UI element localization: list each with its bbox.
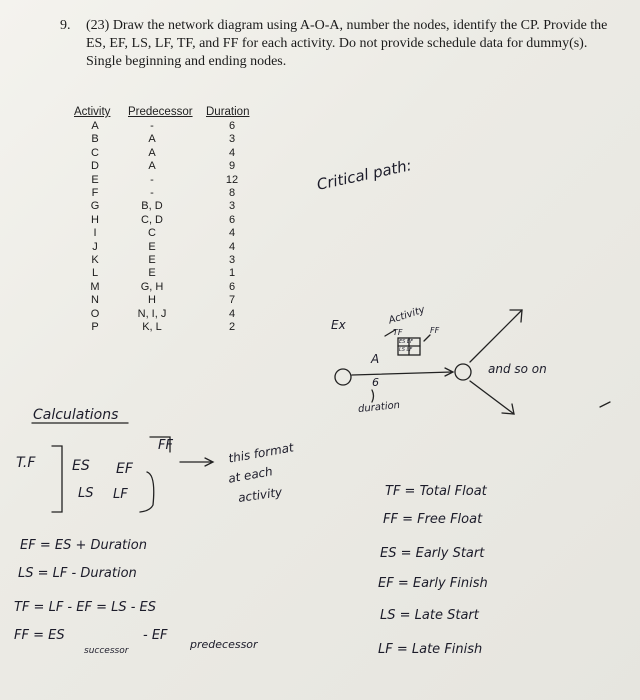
format-ls: LS <box>78 486 94 501</box>
question-line-1: (23) Draw the network diagram using A-O-A, number the nodes, identify the CP. Provide the <box>86 18 608 33</box>
table-cell-predecessor: C, D <box>141 213 163 226</box>
calculations-heading: Calculations <box>33 407 119 423</box>
table-cell-predecessor: - <box>150 173 154 186</box>
legend-ff: FF = Free Float <box>383 512 483 527</box>
this-format-note: this format <box>227 440 295 466</box>
table-cell-duration: 4 <box>228 227 236 240</box>
table-cell-activity: G <box>90 200 100 213</box>
table-cell-predecessor: G, H <box>140 280 164 293</box>
critical-path-note: Critical path: <box>315 156 414 194</box>
example-box-es-ef: ES EF <box>399 339 413 345</box>
legend-tf: TF = Total Float <box>385 484 487 499</box>
table-cell-activity: E <box>91 173 99 186</box>
table-cell-predecessor: - <box>150 187 154 199</box>
and-so-on-note: and so on <box>488 362 547 376</box>
tf-prefix: T.F <box>16 455 36 471</box>
table-cell-activity: N <box>91 294 99 307</box>
table-cell-duration: 12 <box>225 173 239 186</box>
example-tf-label: TF <box>393 328 403 337</box>
table-cell-activity: A <box>91 120 99 132</box>
header-duration: Duration <box>206 106 250 118</box>
table-cell-predecessor: A <box>148 133 156 146</box>
formula-ff-predecessor: predecessor <box>190 638 258 651</box>
table-cell-duration: 6 <box>228 213 236 226</box>
table-cell-predecessor: N, I, J <box>137 307 167 320</box>
header-activity: Activity <box>74 106 111 118</box>
question-line-2: ES, EF, LS, LF, TF, and FF for each activity. Do not provide schedule data for dummy(s). <box>86 36 588 51</box>
format-ff: FF <box>158 438 173 453</box>
formula-ef: EF = ES + Duration <box>20 538 147 553</box>
table-cell-activity: H <box>91 213 99 226</box>
at-each-note: at each <box>227 464 274 486</box>
example-node-start <box>335 369 351 385</box>
table-cell-duration: 4 <box>228 240 236 253</box>
table-cell-predecessor: E <box>148 267 156 280</box>
table-cell-predecessor: A <box>148 146 156 159</box>
table-cell-duration: 3 <box>228 133 236 146</box>
format-lf: LF <box>113 487 128 502</box>
table-cell-duration: 6 <box>228 280 236 293</box>
header-predecessor: Predecessor <box>128 106 193 118</box>
table-cell-duration: 9 <box>228 160 236 173</box>
table-cell-predecessor: C <box>148 227 156 240</box>
table-cell-duration: 6 <box>228 120 236 132</box>
branch-arrow-down <box>470 381 514 414</box>
format-ef: EF <box>116 461 133 477</box>
table-cell-duration: 2 <box>228 321 236 333</box>
legend-lf: LF = Late Finish <box>378 642 483 657</box>
table-cell-predecessor: K, L <box>142 321 162 333</box>
legend-ef: EF = Early Finish <box>378 576 488 591</box>
table-cell-activity: C <box>91 146 99 159</box>
branch-arrow-up <box>470 310 522 362</box>
example-box-ls-lf: LS LF <box>399 347 413 353</box>
example-duration-label: duration <box>357 399 401 416</box>
table-cell-duration: 8 <box>228 187 236 199</box>
formula-tf: TF = LF - EF = LS - ES <box>14 600 157 615</box>
table-cell-duration: 4 <box>228 146 236 159</box>
table-cell-duration: 1 <box>228 267 236 280</box>
example-duration-6: 6 <box>372 376 379 389</box>
table-cell-predecessor: - <box>150 120 154 132</box>
table-cell-activity: I <box>93 227 97 240</box>
example-activity-a: A <box>371 352 380 366</box>
table-cell-activity: M <box>90 280 100 293</box>
formula-ff-ef: - EF <box>143 628 168 643</box>
activity-note: activity <box>237 484 283 506</box>
table-cell-activity: K <box>91 254 99 266</box>
table-cell-predecessor: E <box>148 240 156 253</box>
table-cell-activity: L <box>91 267 99 280</box>
table-cell-activity: D <box>91 160 99 173</box>
format-es: ES <box>72 458 90 474</box>
table-cell-predecessor: A <box>148 160 156 173</box>
table-cell-predecessor: H <box>148 294 156 307</box>
table-cell-activity: O <box>90 307 100 320</box>
question-number: 9. <box>60 18 71 33</box>
table-cell-predecessor: B, D <box>141 200 163 213</box>
example-ff-label: FF <box>430 326 440 335</box>
example-arrow <box>352 372 452 375</box>
table-cell-activity: B <box>91 133 99 146</box>
table-cell-activity: F <box>91 187 99 199</box>
table-cell-duration: 3 <box>228 254 236 266</box>
table-cell-duration: 4 <box>228 307 236 320</box>
formula-ls: LS = LF - Duration <box>18 566 137 581</box>
formula-ff-successor: successor <box>84 646 129 656</box>
table-cell-predecessor: E <box>148 254 156 266</box>
legend-es: ES = Early Start <box>380 546 485 561</box>
formula-ff-es: FF = ES <box>14 628 65 643</box>
example-node-end <box>455 364 471 380</box>
table-cell-activity: P <box>91 321 99 333</box>
question-line-3: Single beginning and ending nodes. <box>86 54 287 69</box>
table-cell-duration: 3 <box>228 200 236 213</box>
table-cell-duration: 7 <box>228 294 236 307</box>
example-activity-label: Activity <box>387 304 427 327</box>
table-cell-activity: J <box>92 240 98 253</box>
example-label: Ex <box>331 318 346 332</box>
legend-ls: LS = Late Start <box>380 608 479 623</box>
